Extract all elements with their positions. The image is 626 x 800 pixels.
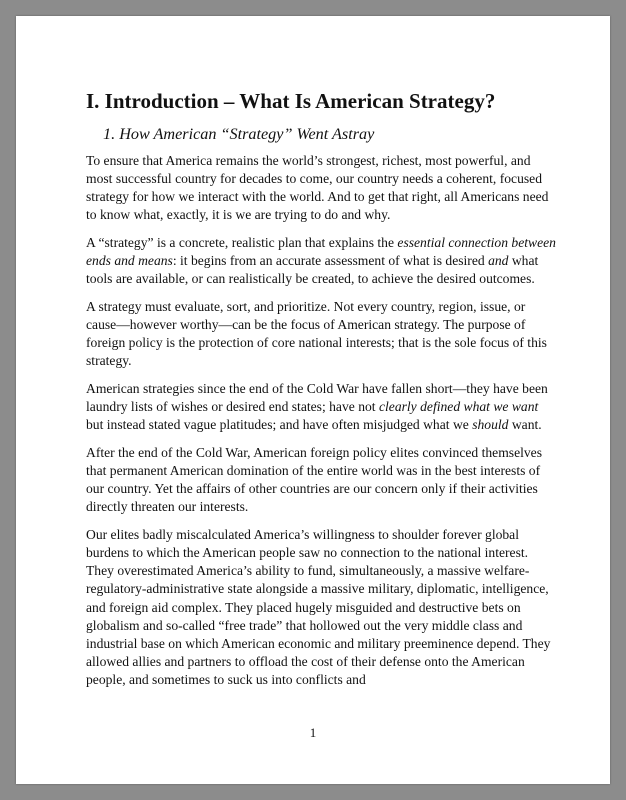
italic-text-run: should xyxy=(472,417,509,433)
text-run: but instead stated vague platitudes; and have often misjudged what we xyxy=(86,417,473,433)
text-run: what tools are available, or can realistically be created, to achieve the desired outcomes. xyxy=(86,253,539,287)
body-paragraph xyxy=(86,152,556,224)
italic-text-run: essential connection between ends and means xyxy=(86,235,556,269)
italic-text-run: clearly defined what we want xyxy=(378,399,539,415)
italic-text-run: and xyxy=(488,253,509,269)
body-text xyxy=(86,152,556,689)
section-title: I. Introduction – What Is American Strategy? xyxy=(86,89,496,113)
text-run: want. xyxy=(508,417,542,433)
text-run: A “strategy” is a concrete, realistic plan that explains the xyxy=(86,235,398,251)
body-paragraph xyxy=(86,234,556,288)
body-paragraph xyxy=(86,380,556,434)
text-run: American strategies since the end of the Cold War have fallen short—they have been laundry lists of wishes or desired end states; have not xyxy=(86,381,548,415)
subsection-title: 1. How American “Strategy” Went Astray xyxy=(103,125,375,143)
text-run: To ensure that America remains the world’s strongest, richest, most powerful, and most successful country for decades to come, our country needs a coherent, focused strategy for how we interact with the world. And to get that right, all Americans need to know what, exactly, it is we are trying to do and why. xyxy=(86,153,549,223)
page-number: 1 xyxy=(309,725,317,740)
body-paragraph xyxy=(86,444,556,516)
text-run: Our elites badly miscalculated America’s willingness to shoulder forever global burdens to which the American people saw no connection to the national interest. They overestimated America’s ability to fund, simultaneously, a massive welfare-regulatory-administrative state alongside a massive military, diplomatic, intelligence, and foreign aid complex. They placed hugely misguided and destructive bets on globalism and so-called “free trade” that hollowed out the very middle class and industrial base on which American economic and military preeminence depend. They allowed allies and partners to offload the cost of their defense onto the American people, and sometimes to suck us into conflicts and xyxy=(86,527,551,687)
body-paragraph xyxy=(86,526,556,689)
document-page xyxy=(16,16,610,784)
body-paragraph xyxy=(86,298,556,370)
text-run: A strategy must evaluate, sort, and prioritize. Not every country, region, issue, or cause—however worthy—can be the focus of American strategy. The purpose of foreign policy is the protection of core national interests; that is the sole focus of this strategy. xyxy=(86,299,547,369)
text-run: : it begins from an accurate assessment of what is desired xyxy=(172,253,489,269)
page-content xyxy=(86,88,556,699)
text-run: After the end of the Cold War, American foreign policy elites convinced themselves that permanent American domination of the entire world was in the best interests of our country. Yet the affairs of other countries are our concern only if their activities directly threaten our interests. xyxy=(86,445,543,515)
